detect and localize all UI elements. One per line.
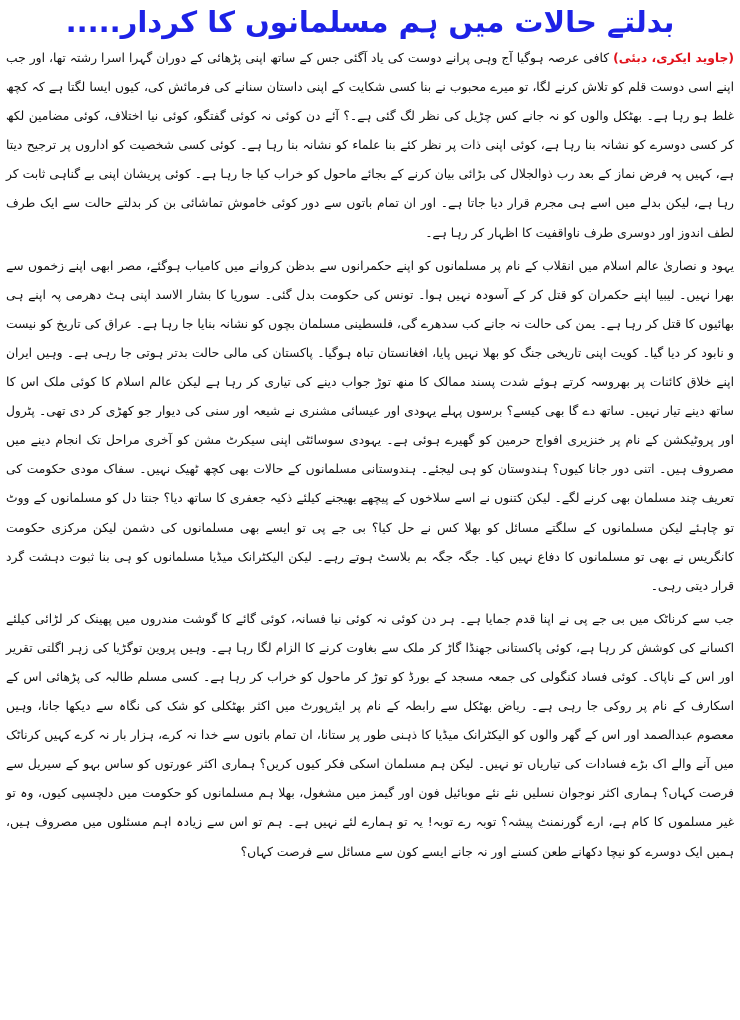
- paragraph-1-text: کافی عرصہ ہوگیا آج وہی پرانے دوست کی یاد آگئی جس کے ساتھ اپنی پڑھائی کے دوران گہرا اسرا رشتہ تھا، اور جب اپنے اسی دوست قلم کو تلاش کرنے لگا، تو میرے محبوب نے بنا کسی شکایت کے اپنی داستان سنانے کی فرمائش کی، کیوں ایسا لگتا ہے کہ کچھ غلط ہو رہا ہے۔ بھٹکل والوں کو نہ جانے کس چڑیل کی نظر لگ گئی ہے۔؟ آئے دن کوئی نہ کوئی گفتگو، کوئی نیا اختلاف، کوئی مضامین لکھ کر کسی دوسرے کو نشانہ بنا رہا ہے، کوئی اپنی ذات پر نظر کئے بنا علماء کو نشانہ بنا رہا ہے۔ کوئی کسی شخصیت کو اداروں پر ترجیح دیتا ہے، کہیں پہ فرض نماز کے بعد رب ذوالجلال کی بڑائی بیان کرنے کے بجائے ماحول کو خراب کیا جا رہا ہے۔ کوئی پریشان اپنی بے گناہی ثابت کر رہا ہے، لیکن بدلے میں اسے ہی مجرم قرار دیا جاتا ہے۔ اور ان تمام باتوں سے دور کوئی خاموش تماشائی بن کر بدلتے حالت سے ایک طرف لطف اندوز اور دوسری طرف ناواقفیت کا اظہار کر رہا ہے۔: [6, 51, 734, 240]
- article-paragraph-3: جب سے کرناٹک میں بی جے پی نے اپنا قدم جمایا ہے۔ ہر دن کوئی نہ کوئی نیا فسانہ، کوئی گائے کا گوشت مندروں میں پھینک کر لڑائی کیلئے اکسانے کی کوشش کر رہا ہے، کوئی پاکستانی جھنڈا گاڑ کر ملک سے بغاوت کرنے کا الزام لگا رہا ہے۔ وہیں پروین توگڑیا کی زہر اگلتی تقریر اور اس کے ناپاک۔ کوئی فساد کنگولی کی جمعہ مسجد کے بورڈ کو توڑ کر ماحول کو خراب کر رہا ہے۔ کسی مسلم طالبہ کی پڑھائی اس کے اسکارف کے نام پر روکی جا رہی ہے۔ ریاض بھٹکل سے رابطہ کے نام پر ایئرپورٹ میں اکثر بھٹکلی کو شک کی نگاہ سے دیکھا جانا، وہیں معصوم عبدالصمد اور اس کے گھر والوں کو الیکٹرانک میڈیا کا ذہنی طور پر ستانا، ان تمام باتوں سے خدا نہ کرے، ہزار بار نہ کرے کہیں کرناٹک میں آنے والے اک بڑے فسادات کی تیاریاں تو نہیں۔ لیکن ہم مسلمان اسکی فکر کیوں کریں؟ ہماری اکثر عورتوں کو ساس بہو کے سیریل سے فرصت کہاں؟ ہماری اکثر نوجوان نسلیں نئے نئے موبائیل فون اور گیمز میں مشغول، بھلا ہم مسلمانوں کو حکومت میں دلچسپی کیوں، وہ تو غیر مسلموں کا کام ہے، ارے گورنمنٹ پیشہ؟ توبہ رے توبہ! یہ تو ہمارے لئے نہیں ہے۔ ہم تو اس سے زیادہ اہم مسئلوں میں مصروف ہیں، ہمیں ایک دوسرے کو نیچا دکھانے طعن کسنے اور نہ جانے ایسے کون سے مسائل سے فرصت کہاں؟: [6, 611, 734, 859]
- author-byline: (جاوید ایکری، دبئی): [613, 51, 734, 65]
- article-paragraph-2: یہود و نصاریٰ عالم اسلام میں انقلاب کے نام پر مسلمانوں کو اپنے حکمرانوں سے بدظن کروانے میں کامیاب ہوگئے، مصر ابھی اپنے زخموں سے بھرا نہیں۔ لیبیا اپنے حکمران کو قتل کر کے آسودہ نہیں ہوا۔ تونس کی حکومت بدل گئی۔ سوریا کا بشار الاسد اپنی ہٹ دھرمی پہ اپنے ہی بھائیوں کا قتل کر رہا ہے۔ یمن کی حالت نہ جانے کب سدھرے گی، فلسطینی مسلمان بچوں کو نشانہ بنایا جا رہا ہے۔ عراق کی تاریخ کو نیست و نابود کر دیا گیا۔ کویت اپنی تاریخی جنگ کو بھلا نہیں پایا، افغانستان تباہ ہوگیا۔ پاکستان کی مالی حالت بدتر ہوتی جا رہی ہے۔ وہیں ایران اپنے خلاق کائنات پر بھروسہ کرتے ہوئے شدت پسند ممالک کا منھ توڑ جواب دینے کی تیاری کر رہا ہے لیکن عالم اسلام کا کوئی ملک اس کا ساتھ دینے تیار نہیں۔ ساتھ دے گا بھی کیسے؟ برسوں پہلے یہودی اور عیسائی مشنری نے شیعہ اور سنی کی دیوار جو کھڑی کر دی تھی۔ پٹرول اور پروٹیکشن کے نام پر خنزیری افواج حرمین کو گھیرے ہوئی ہے۔ یہودی سوسائٹی اپنی سیکرٹ مشن کو آخری مراحل تک انجام دینے میں مصروف ہیں۔ اتنی دور جانا کیوں؟ ہندوستان کو ہی لیجئے۔ ہندوستانی مسلمانوں کے حالات بھی کچھ ٹھیک نہیں۔ سفاک مودی حکومت کی تعریف چند مسلمان بھی کرنے لگے۔ لیکن کتنوں نے اسے سلاخوں کے پیچھے بھیجنے کیلئے ذکیہ جعفری کا ساتھ دیا؟ جنتا دل کو مسلمانوں کے ووٹ تو چاہئے لیکن مسلمانوں کے سلگتے مسائل کو بھلا کس نے حل کیا؟ بی جے پی تو ایسے بھی مسلمانوں کی دشمن لیکن مرکزی حکومت کانگریس نے بھی تو مسلمانوں کا دفاع نہیں کیا۔ جگہ جگہ بم بلاسٹ ہوتے رہے۔ لیکن الیکٹرانک میڈیا مسلمانوں کو ہی بنا ثبوت دہشت گرد قرار دیتی رہی۔: [6, 258, 734, 593]
- article-title: بدلتے حالات میں ہم مسلمانوں کا کردار.....: [65, 5, 675, 39]
- article-paragraph-1: [6, 44, 734, 248]
